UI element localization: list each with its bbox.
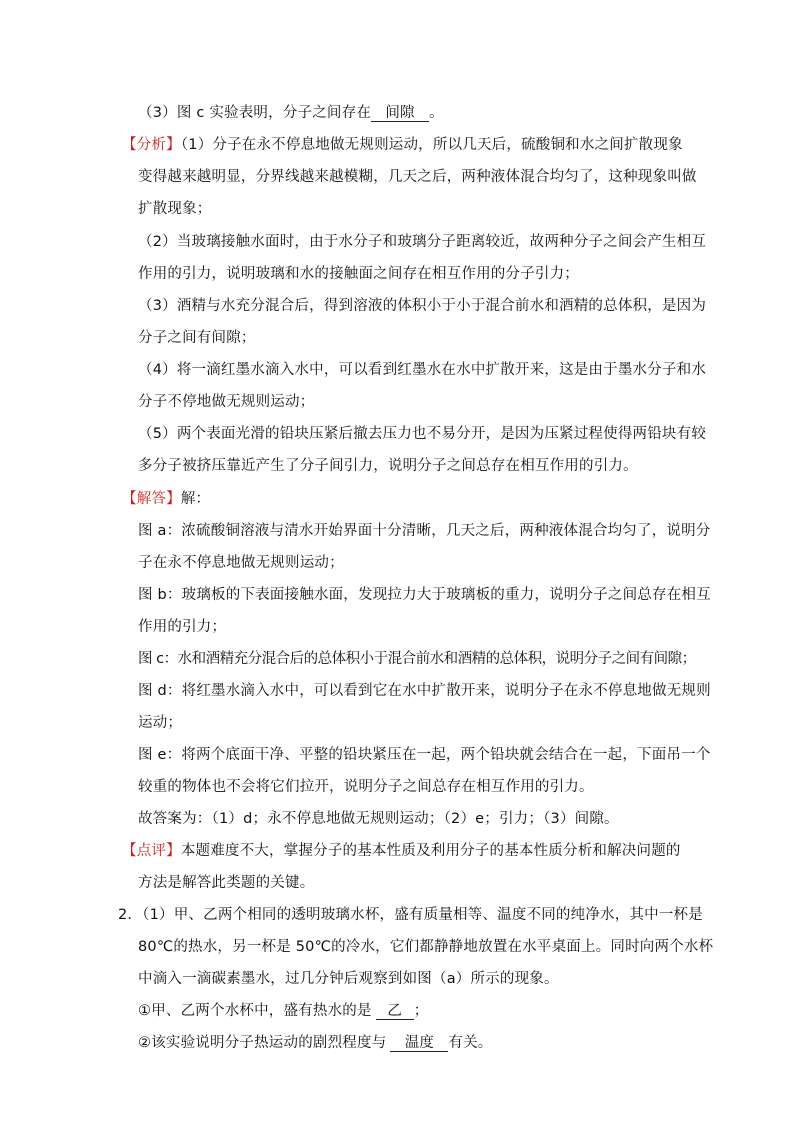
comment-line: 方法是解答此类题的关键。 <box>138 875 315 891</box>
solution-tag-suffix: 解： <box>180 491 211 507</box>
item-1-text: ①甲、乙两个水杯中，盛有热水的是 <box>138 1003 372 1019</box>
analysis-line: 变得越来越明显，分界线越来越模糊，几天之后，两种液体混合均匀了，这种现象叫做 <box>138 169 697 185</box>
analysis-line: 分子不停地做无规则运动； <box>138 394 315 410</box>
analysis-line: 多分子被挤压靠近产生了分子间引力，说明分子之间总存在相互作用的引力。 <box>138 458 638 474</box>
analysis-line: 作用的引力，说明玻璃和水的接触面之间存在相互作用的分子引力； <box>138 266 579 282</box>
solution-line: 图 e：将两个底面干净、平整的铅块紧压在一起，两个铅块就会结合在一起，下面吊一个 <box>138 747 711 763</box>
question-2-line <box>118 906 703 924</box>
analysis-line: （4）将一滴红墨水滴入水中，可以看到红墨水在水中扩散开来，这是由于墨水分子和水 <box>138 362 707 378</box>
analysis-line: 扩散现象； <box>138 201 212 217</box>
answer-blank: 温度 <box>390 1035 448 1052</box>
analysis-tag: 【分析】 <box>122 137 181 153</box>
final-answer-line: 故答案为：（1）d；永不停息地做无规则运动；（2）e；引力；（3）间隙。 <box>138 811 619 827</box>
solution-line: 运动； <box>138 715 183 731</box>
question-2-text: （1）甲、乙两个相同的透明玻璃水杯，盛有质量相等、温度不同的纯净水，其中一杯是 <box>142 907 703 923</box>
solution-line: 子在永不停息地做无规则运动； <box>138 555 344 571</box>
question-part-3-text: （3）图 c 实验表明，分子之间存在 <box>138 105 372 121</box>
punctuation: 有关。 <box>448 1035 493 1051</box>
answer-blank: 间隙 <box>371 105 429 122</box>
question-2-line: 中滴入一滴碳素墨水，过几分钟后观察到如图（a）所示的现象。 <box>138 971 559 987</box>
analysis-line <box>122 136 683 154</box>
analysis-line: （5）两个表面光滑的铅块压紧后撤去压力也不易分开，是因为压紧过程使得两铅块有较 <box>138 426 707 442</box>
comment-line <box>122 842 681 860</box>
question-part-3 <box>138 104 444 122</box>
item-2-text: ②该实验说明分子热运动的剧烈程度与 <box>138 1035 387 1051</box>
comment-text: 本题难度不大，掌握分子的基本性质及利用分子的基本性质分析和解决问题的 <box>180 843 681 859</box>
analysis-text: （1）分子在永不停息地做无规则运动，所以几天后，硫酸铜和水之间扩散现象 <box>180 137 683 153</box>
solution-tag: 【解答】 <box>122 491 181 507</box>
question-number: 2． <box>118 907 143 923</box>
analysis-line: 分子之间有间隙； <box>138 330 256 346</box>
solution-line: 较重的物体也不会将它们拉开，说明分子之间总存在相互作用的引力。 <box>138 779 594 795</box>
analysis-line: （3）酒精与水充分混合后，得到溶液的体积小于小于混合前水和酒精的总体积，是因为 <box>138 298 707 314</box>
comment-tag: 【点评】 <box>122 843 181 859</box>
solution-line: 图 c：水和酒精充分混合后的总体积小于混合前水和酒精的总体积，说明分子之间有间隙； <box>138 651 696 667</box>
punctuation: 。 <box>429 105 444 121</box>
solution-line: 图 b：玻璃板的下表面接触水面，发现拉力大于玻璃板的重力，说明分子之间总存在相互 <box>138 587 711 603</box>
question-2-item-1 <box>138 1002 428 1020</box>
analysis-line: （2）当玻璃接触水面时，由于水分子和玻璃分子距离较近，故两种分子之间会产生相互 <box>138 234 707 250</box>
solution-line: 作用的引力； <box>138 619 227 635</box>
solution-line: 图 d：将红墨水滴入水中，可以看到它在水中扩散开来，说明分子在永不停息地做无规则 <box>138 683 711 699</box>
solution-header <box>122 490 210 508</box>
solution-line: 图 a：浓硫酸铜溶液与清水开始界面十分清晰，几天之后，两种液体混合均匀了，说明分 <box>138 523 711 539</box>
punctuation: ； <box>413 1003 429 1019</box>
question-2-item-2 <box>138 1034 493 1052</box>
answer-blank: 乙 <box>376 1003 414 1020</box>
question-2-line: 80℃的热水，另一杯是 50℃的冷水，它们都静静地放置在水平桌面上。同时向两个水杯 <box>138 939 714 955</box>
